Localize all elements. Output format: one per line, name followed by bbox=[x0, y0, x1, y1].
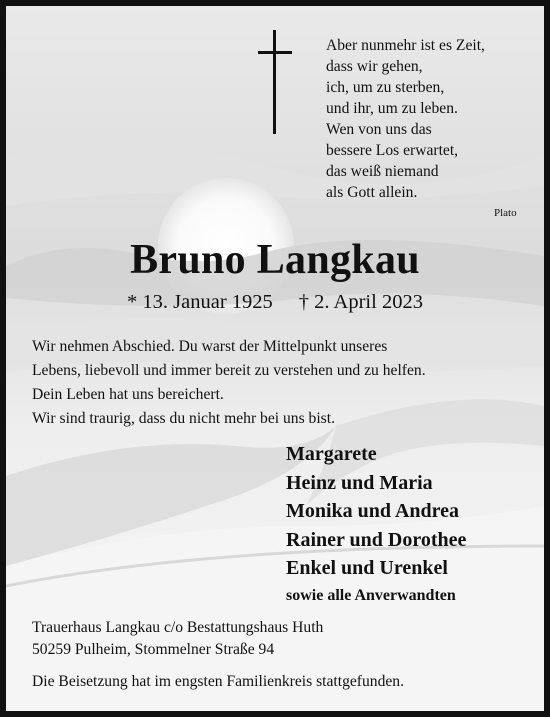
poem-line: Aber nunmehr ist es Zeit, bbox=[326, 37, 485, 54]
mourner-name: Margarete bbox=[286, 443, 377, 465]
latin-cross-icon bbox=[258, 30, 292, 136]
farewell-line: Dein Leben hat uns bereichert. bbox=[32, 386, 224, 403]
death-date: † 2. April 2023 bbox=[298, 291, 423, 313]
life-dates bbox=[6, 289, 544, 315]
farewell-line: Lebens, liebevoll und immer bereit zu verstehen und zu helfen. bbox=[32, 362, 426, 379]
farewell-text bbox=[32, 335, 532, 431]
mourner-name: Monika und Andrea bbox=[286, 500, 460, 522]
farewell-line: Wir sind traurig, dass du nicht mehr bei uns bist. bbox=[32, 410, 335, 427]
poem-line: Wen von uns das bbox=[326, 121, 432, 138]
burial-note: Die Beisetzung hat im engsten Familienkreis stattgefunden. bbox=[32, 673, 404, 690]
poem-line: bessere Los erwartet, bbox=[326, 142, 459, 159]
relatives-line: sowie alle Anverwandten bbox=[286, 586, 456, 604]
poem-author: Plato bbox=[494, 207, 517, 219]
funeral-home-address bbox=[32, 617, 512, 661]
deceased-name: Bruno Langkau bbox=[130, 237, 420, 283]
mourner-name: Heinz und Maria bbox=[286, 471, 433, 494]
mourner-name: Enkel und Urenkel bbox=[286, 557, 448, 579]
mourner-name: Rainer und Dorothee bbox=[286, 528, 467, 551]
farewell-line: Wir nehmen Abschied. Du warst der Mittelpunkt unseres bbox=[32, 338, 388, 355]
poem-line: als Gott allein. bbox=[326, 184, 418, 201]
poem-line: und ihr, um zu leben. bbox=[326, 100, 458, 117]
poem-line: das weiß niemand bbox=[326, 163, 439, 180]
funeral-home-line: Trauerhaus Langkau c/o Bestattungshaus Huth bbox=[32, 619, 324, 636]
mourners-list bbox=[286, 440, 536, 609]
funeral-home-line: 50259 Pulheim, Stommelner Straße 94 bbox=[32, 641, 275, 658]
poem-line: ich, um zu sterben, bbox=[326, 79, 445, 96]
birth-date: * 13. Januar 1925 bbox=[127, 291, 273, 313]
memorial-poem bbox=[326, 35, 536, 203]
poem-line: dass wir gehen, bbox=[326, 58, 423, 75]
